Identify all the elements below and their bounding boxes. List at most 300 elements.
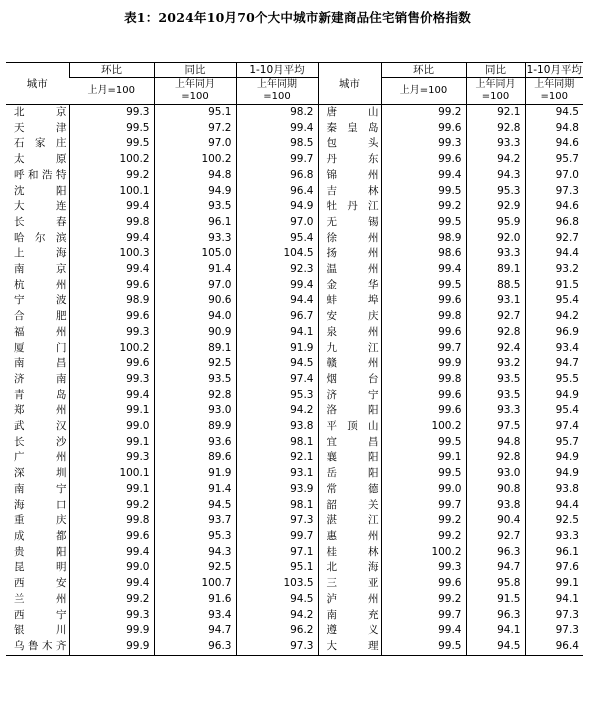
yoy-cell: 94.5 — [154, 498, 236, 514]
avg-cell: 96.8 — [525, 215, 583, 231]
city-cell: 大连 — [14, 200, 67, 213]
avg-cell: 99.1 — [525, 576, 583, 592]
city-cell: 郑州 — [14, 404, 67, 417]
avg-cell: 94.4 — [525, 246, 583, 262]
city-cell: 常德 — [318, 482, 381, 498]
mom-cell: 99.5 — [381, 184, 466, 200]
table-row — [6, 639, 583, 655]
city-cell: 唐山 — [318, 105, 381, 121]
yoy-cell: 88.5 — [466, 278, 525, 294]
mom-cell: 99.7 — [381, 498, 466, 514]
yoy-cell: 92.1 — [466, 105, 525, 121]
mom-cell: 99.8 — [69, 513, 154, 529]
city-cell: 惠州 — [318, 529, 381, 545]
avg-cell: 95.3 — [236, 388, 318, 404]
city-cell: 广州 — [14, 451, 67, 464]
mom-cell: 99.1 — [69, 403, 154, 419]
avg-cell: 95.7 — [525, 152, 583, 168]
table-row — [6, 545, 583, 561]
avg-cell: 93.4 — [525, 341, 583, 357]
yoy-cell: 93.5 — [154, 372, 236, 388]
yoy-cell: 94.7 — [154, 623, 236, 639]
mom-cell: 99.9 — [69, 639, 154, 655]
table-title: 表1：2024年10月70个大中城市新建商品住宅销售价格指数 — [124, 10, 471, 25]
yoy-cell: 93.3 — [154, 231, 236, 247]
yoy-cell: 100.2 — [154, 152, 236, 168]
mom-cell: 99.2 — [381, 529, 466, 545]
avg-cell: 95.4 — [525, 403, 583, 419]
mom-cell: 99.6 — [381, 152, 466, 168]
table-row — [6, 246, 583, 262]
city-cell: 韶关 — [318, 498, 381, 514]
yoy-cell: 95.3 — [154, 529, 236, 545]
mom-cell: 99.3 — [69, 105, 154, 121]
avg-cell: 94.4 — [525, 498, 583, 514]
city-cell: 乌鲁木齐 — [14, 639, 67, 652]
yoy-cell: 93.5 — [466, 372, 525, 388]
city-cell: 平顶山 — [318, 419, 381, 435]
mom-cell: 99.2 — [381, 199, 466, 215]
table-row — [6, 121, 583, 137]
avg-cell: 94.2 — [525, 309, 583, 325]
table-row — [6, 623, 583, 639]
mom-cell: 99.2 — [381, 513, 466, 529]
yoy-cell: 96.3 — [154, 639, 236, 655]
mom-cell: 99.5 — [381, 639, 466, 655]
yoy-cell: 94.1 — [466, 623, 525, 639]
city-cell: 蚌埠 — [318, 293, 381, 309]
mom-cell: 99.3 — [381, 136, 466, 152]
city-cell: 北京 — [14, 106, 67, 118]
table-row — [6, 184, 583, 200]
mom-cell: 99.2 — [381, 105, 466, 121]
avg-cell: 95.4 — [236, 231, 318, 247]
yoy-cell: 93.3 — [466, 136, 525, 152]
mom-cell: 100.3 — [69, 246, 154, 262]
mom-cell: 100.2 — [69, 152, 154, 168]
city-cell: 西宁 — [14, 608, 67, 621]
avg-cell: 94.9 — [525, 466, 583, 482]
mom-cell: 99.2 — [381, 592, 466, 608]
city-cell: 湛江 — [318, 513, 381, 529]
yoy-cell: 91.5 — [466, 592, 525, 608]
avg-cell: 96.4 — [525, 639, 583, 655]
mom-cell: 99.2 — [69, 168, 154, 184]
table-row — [6, 356, 583, 372]
yoy-cell: 89.1 — [466, 262, 525, 278]
mom-cell: 99.3 — [69, 325, 154, 341]
avg-cell: 96.1 — [525, 545, 583, 561]
table-row — [6, 309, 583, 325]
yoy-cell: 93.2 — [466, 356, 525, 372]
avg-cell: 94.9 — [236, 199, 318, 215]
table-row — [6, 293, 583, 309]
yoy-cell: 94.3 — [466, 168, 525, 184]
mom-cell: 99.7 — [381, 608, 466, 624]
avg-cell: 97.1 — [236, 545, 318, 561]
yoy-cell: 92.5 — [154, 560, 236, 576]
yoy-base-left: 上年同月 =100 — [154, 78, 236, 105]
city-cell: 兰州 — [14, 592, 67, 605]
yoy-cell: 93.1 — [466, 293, 525, 309]
avg-cell: 98.2 — [236, 105, 318, 121]
yoy-base-right: 上年同月 =100 — [466, 78, 525, 105]
city-cell: 哈尔滨 — [14, 231, 67, 244]
mom-cell: 99.0 — [69, 419, 154, 435]
mom-cell: 99.7 — [381, 341, 466, 357]
mom-cell: 99.2 — [69, 498, 154, 514]
table-row — [6, 215, 583, 231]
city-cell: 深圳 — [14, 467, 67, 480]
table-row — [6, 278, 583, 294]
avg-cell: 98.5 — [236, 136, 318, 152]
city-cell: 南充 — [318, 608, 381, 624]
avg-base-left: 上年同期 =100 — [236, 78, 318, 105]
yoy-cell: 92.7 — [466, 529, 525, 545]
city-cell: 无锡 — [318, 215, 381, 231]
yoy-cell: 93.0 — [154, 403, 236, 419]
city-cell: 呼和浩特 — [14, 168, 67, 181]
yoy-cell: 94.7 — [466, 560, 525, 576]
mom-cell: 99.5 — [381, 278, 466, 294]
yoy-cell: 95.1 — [154, 105, 236, 121]
avg-cell: 97.4 — [525, 419, 583, 435]
yoy-cell: 95.9 — [466, 215, 525, 231]
table-row — [6, 608, 583, 624]
avg-cell: 96.4 — [236, 184, 318, 200]
mom-cell: 99.1 — [381, 450, 466, 466]
yoy-cell: 93.3 — [466, 246, 525, 262]
avg-cell: 94.1 — [236, 325, 318, 341]
avg-cell: 94.1 — [525, 592, 583, 608]
mom-cell: 99.4 — [69, 199, 154, 215]
city-cell: 长沙 — [14, 435, 67, 448]
avg-cell: 99.4 — [236, 121, 318, 137]
table-row — [6, 435, 583, 451]
avg-cell: 94.6 — [525, 136, 583, 152]
mom-cell: 99.6 — [381, 121, 466, 137]
city-cell: 温州 — [318, 262, 381, 278]
avg-cell: 94.8 — [525, 121, 583, 137]
mom-cell: 98.9 — [69, 293, 154, 309]
avg-cell: 93.2 — [525, 262, 583, 278]
table-body — [6, 105, 583, 656]
mom-cell: 99.6 — [69, 529, 154, 545]
avg-base-right: 上年同期 =100 — [525, 78, 583, 105]
city-cell: 银川 — [14, 624, 67, 637]
table-row — [6, 450, 583, 466]
yoy-cell: 94.3 — [154, 545, 236, 561]
yoy-cell: 94.5 — [466, 639, 525, 655]
mom-cell: 99.4 — [69, 388, 154, 404]
mom-base-left: 上月=100 — [69, 78, 154, 105]
avg-cell: 94.5 — [236, 356, 318, 372]
avg-cell: 94.2 — [236, 608, 318, 624]
avg-cell: 93.1 — [236, 466, 318, 482]
mom-cell: 99.6 — [69, 356, 154, 372]
yoy-cell: 92.0 — [466, 231, 525, 247]
city-cell: 吉林 — [318, 184, 381, 200]
mom-cell: 99.9 — [69, 623, 154, 639]
yoy-cell: 91.9 — [154, 466, 236, 482]
city-cell: 赣州 — [318, 356, 381, 372]
mom-base-right: 上月=100 — [381, 78, 466, 105]
avg-cell: 95.4 — [525, 293, 583, 309]
avg-header-right: 1-10月平均 — [526, 64, 582, 76]
table-row — [6, 152, 583, 168]
yoy-cell: 92.8 — [466, 325, 525, 341]
table-row — [6, 199, 583, 215]
mom-cell: 99.5 — [381, 466, 466, 482]
city-cell: 桂林 — [318, 545, 381, 561]
mom-cell: 99.2 — [69, 592, 154, 608]
yoy-cell: 97.0 — [154, 136, 236, 152]
avg-cell: 94.9 — [525, 450, 583, 466]
table-row — [6, 592, 583, 608]
city-cell: 昆明 — [14, 561, 67, 574]
mom-cell: 99.5 — [381, 435, 466, 451]
mom-header-left: 环比 — [69, 63, 154, 78]
yoy-cell: 96.3 — [466, 608, 525, 624]
yoy-cell: 89.6 — [154, 450, 236, 466]
city-cell: 三亚 — [318, 576, 381, 592]
mom-cell: 99.3 — [69, 450, 154, 466]
avg-cell: 94.6 — [525, 199, 583, 215]
table-row — [6, 403, 583, 419]
avg-cell: 95.7 — [525, 435, 583, 451]
table-row — [6, 341, 583, 357]
yoy-cell: 94.8 — [154, 168, 236, 184]
city-cell: 福州 — [14, 325, 67, 338]
avg-cell: 97.0 — [236, 215, 318, 231]
mom-cell: 99.8 — [69, 215, 154, 231]
avg-cell: 99.7 — [236, 529, 318, 545]
city-cell: 襄阳 — [318, 450, 381, 466]
avg-cell: 93.3 — [525, 529, 583, 545]
avg-cell: 97.0 — [525, 168, 583, 184]
avg-cell: 94.5 — [525, 105, 583, 121]
yoy-cell: 92.8 — [466, 121, 525, 137]
avg-cell: 92.5 — [525, 513, 583, 529]
city-cell: 包头 — [318, 136, 381, 152]
city-cell: 济宁 — [318, 388, 381, 404]
mom-cell: 100.1 — [69, 466, 154, 482]
table-row — [6, 168, 583, 184]
yoy-cell: 95.3 — [466, 184, 525, 200]
avg-cell: 94.9 — [525, 388, 583, 404]
yoy-cell: 93.0 — [466, 466, 525, 482]
yoy-cell: 97.5 — [466, 419, 525, 435]
mom-cell: 99.8 — [381, 372, 466, 388]
mom-cell: 99.4 — [381, 623, 466, 639]
mom-cell: 100.2 — [381, 545, 466, 561]
table-row — [6, 372, 583, 388]
yoy-cell: 93.8 — [466, 498, 525, 514]
yoy-cell: 92.5 — [154, 356, 236, 372]
yoy-cell: 89.9 — [154, 419, 236, 435]
table-row — [6, 419, 583, 435]
avg-cell: 97.6 — [525, 560, 583, 576]
yoy-cell: 96.3 — [466, 545, 525, 561]
mom-cell: 99.1 — [69, 482, 154, 498]
avg-cell: 97.3 — [525, 184, 583, 200]
avg-cell: 92.3 — [236, 262, 318, 278]
yoy-cell: 90.8 — [466, 482, 525, 498]
city-cell: 扬州 — [318, 246, 381, 262]
city-cell: 青岛 — [14, 388, 67, 401]
avg-cell: 95.1 — [236, 560, 318, 576]
yoy-cell: 91.4 — [154, 262, 236, 278]
mom-cell: 99.4 — [69, 231, 154, 247]
city-cell: 石家庄 — [14, 137, 67, 150]
table-row — [6, 325, 583, 341]
yoy-cell: 94.8 — [466, 435, 525, 451]
yoy-cell: 105.0 — [154, 246, 236, 262]
avg-cell: 93.8 — [236, 419, 318, 435]
yoy-cell: 92.7 — [466, 309, 525, 325]
city-cell: 西安 — [14, 577, 67, 590]
city-cell: 秦皇岛 — [318, 121, 381, 137]
avg-cell: 96.7 — [236, 309, 318, 325]
yoy-cell: 92.4 — [466, 341, 525, 357]
city-cell: 牡丹江 — [318, 199, 381, 215]
city-cell: 南昌 — [14, 357, 67, 370]
city-cell: 大理 — [318, 639, 381, 655]
avg-cell: 91.9 — [236, 341, 318, 357]
city-cell: 洛阳 — [318, 403, 381, 419]
city-cell: 锦州 — [318, 168, 381, 184]
yoy-cell: 93.4 — [154, 608, 236, 624]
table-row — [6, 576, 583, 592]
avg-cell: 94.5 — [236, 592, 318, 608]
table-row — [6, 513, 583, 529]
avg-cell: 92.7 — [525, 231, 583, 247]
city-cell: 重庆 — [14, 514, 67, 527]
table-row — [6, 105, 583, 121]
yoy-cell: 92.9 — [466, 199, 525, 215]
city-cell: 徐州 — [318, 231, 381, 247]
city-cell: 贵阳 — [14, 545, 67, 558]
yoy-cell: 96.1 — [154, 215, 236, 231]
mom-cell: 99.6 — [381, 576, 466, 592]
mom-cell: 99.0 — [381, 482, 466, 498]
mom-cell: 99.4 — [381, 168, 466, 184]
avg-cell: 97.4 — [236, 372, 318, 388]
city-cell: 海口 — [14, 498, 67, 511]
avg-cell: 96.2 — [236, 623, 318, 639]
yoy-cell: 89.1 — [154, 341, 236, 357]
table-row — [6, 560, 583, 576]
avg-cell: 99.4 — [236, 278, 318, 294]
avg-cell: 98.1 — [236, 498, 318, 514]
avg-cell: 98.1 — [236, 435, 318, 451]
city-cell: 金华 — [318, 278, 381, 294]
yoy-cell: 93.5 — [466, 388, 525, 404]
yoy-cell: 93.6 — [154, 435, 236, 451]
city-cell: 长春 — [14, 215, 67, 228]
mom-cell: 99.6 — [69, 278, 154, 294]
city-cell: 九江 — [318, 341, 381, 357]
city-cell: 太原 — [14, 153, 67, 166]
table-row — [6, 136, 583, 152]
city-cell: 杭州 — [14, 278, 67, 291]
yoy-cell: 90.4 — [466, 513, 525, 529]
mom-cell: 99.3 — [69, 608, 154, 624]
city-cell: 遵义 — [318, 623, 381, 639]
price-index-table — [6, 62, 583, 656]
mom-cell: 99.5 — [69, 121, 154, 137]
avg-cell: 96.9 — [525, 325, 583, 341]
mom-cell: 99.5 — [381, 215, 466, 231]
city-cell: 宁波 — [14, 294, 67, 307]
avg-header-left: 1-10月平均 — [236, 63, 318, 78]
avg-cell: 91.5 — [525, 278, 583, 294]
mom-cell: 99.4 — [69, 262, 154, 278]
mom-cell: 99.9 — [381, 356, 466, 372]
avg-cell: 99.7 — [236, 152, 318, 168]
table-row — [6, 262, 583, 278]
avg-cell: 97.3 — [236, 639, 318, 655]
yoy-cell: 93.7 — [154, 513, 236, 529]
yoy-cell: 91.4 — [154, 482, 236, 498]
city-cell: 厦门 — [14, 341, 67, 354]
city-cell: 武汉 — [14, 420, 67, 433]
city-cell: 北海 — [318, 560, 381, 576]
city-cell: 南京 — [14, 263, 67, 276]
yoy-cell: 93.5 — [154, 199, 236, 215]
mom-cell: 98.6 — [381, 246, 466, 262]
avg-cell: 94.7 — [525, 356, 583, 372]
avg-cell: 96.8 — [236, 168, 318, 184]
mom-cell: 99.6 — [381, 388, 466, 404]
avg-cell: 103.5 — [236, 576, 318, 592]
mom-cell: 99.8 — [381, 309, 466, 325]
city-cell: 安庆 — [318, 309, 381, 325]
yoy-cell: 91.6 — [154, 592, 236, 608]
avg-cell: 104.5 — [236, 246, 318, 262]
yoy-cell: 97.2 — [154, 121, 236, 137]
city-cell: 烟台 — [318, 372, 381, 388]
mom-cell: 100.1 — [69, 184, 154, 200]
table-row — [6, 498, 583, 514]
mom-cell: 98.9 — [381, 231, 466, 247]
yoy-header-left: 同比 — [154, 63, 236, 78]
mom-header-right: 环比 — [381, 63, 466, 78]
avg-cell: 93.8 — [525, 482, 583, 498]
avg-cell: 95.5 — [525, 372, 583, 388]
city-cell: 上海 — [14, 247, 67, 260]
avg-cell: 94.4 — [236, 293, 318, 309]
table-row — [6, 388, 583, 404]
city-cell: 天津 — [14, 121, 67, 134]
table-row — [6, 482, 583, 498]
mom-cell: 99.4 — [381, 262, 466, 278]
avg-cell: 93.9 — [236, 482, 318, 498]
city-cell: 合肥 — [14, 310, 67, 323]
mom-cell: 99.3 — [69, 372, 154, 388]
city-cell: 丹东 — [318, 152, 381, 168]
table-header — [6, 63, 583, 105]
city-cell: 岳阳 — [318, 466, 381, 482]
mom-cell: 99.0 — [69, 560, 154, 576]
yoy-cell: 90.6 — [154, 293, 236, 309]
mom-cell: 99.6 — [69, 309, 154, 325]
mom-cell: 99.3 — [381, 560, 466, 576]
avg-cell: 92.1 — [236, 450, 318, 466]
city-cell: 济南 — [14, 372, 67, 385]
city-cell: 泸州 — [318, 592, 381, 608]
city-cell: 南宁 — [14, 482, 67, 495]
